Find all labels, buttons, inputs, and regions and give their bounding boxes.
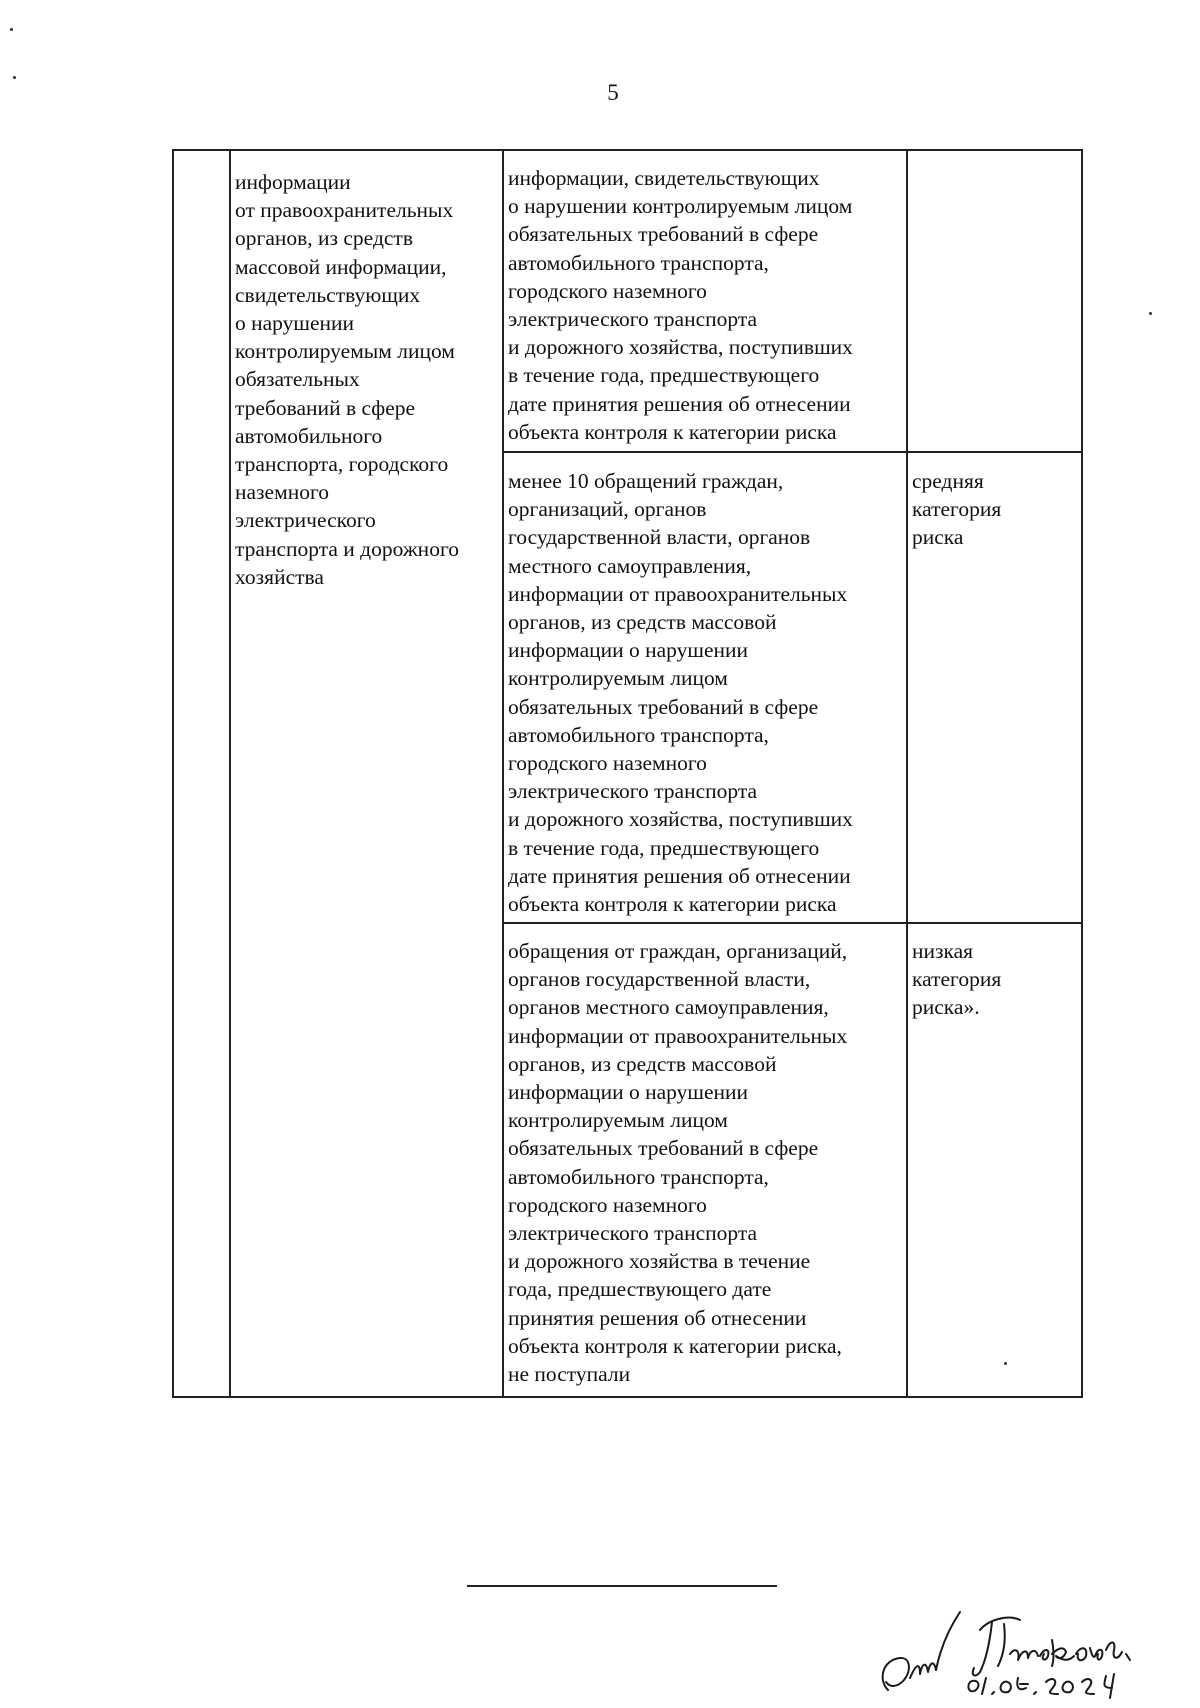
risk-criteria-table — [172, 149, 1083, 1398]
scan-speck-1 — [10, 28, 13, 31]
criterion-cell: информации от правоохранительных органов, из средств массовой информации, свидетельствующих о нарушении контролируемым лицом обязательных требований в сфере автомобильного транспорта, городского наземного электрического транспорта и дорожного хозяйства — [235, 170, 459, 589]
scan-speck-2 — [13, 76, 16, 79]
row-divider-1 — [504, 451, 1081, 453]
scan-speck-3 — [1149, 312, 1152, 315]
column-divider-3 — [906, 151, 908, 1396]
end-rule — [467, 1585, 777, 1587]
handwritten-signature — [870, 1590, 1200, 1703]
category-cell-3: низкая категория риска». — [912, 939, 1002, 1020]
row-divider-2 — [504, 922, 1081, 924]
column-divider-1 — [229, 151, 231, 1396]
category-cell-2: средняя категория риска — [912, 469, 1002, 550]
condition-cell-1: информации, свидетельствующих о нарушении контролируемым лицом обязательных требований в сфере автомобильного транспорта, городского наземного электрического транспорта и дорожного хозяйства, поступивших в течение года, предшествующего дате принятия решения об отнесении объекта контроля к категории риска — [508, 166, 853, 444]
scan-speck-4 — [1004, 1362, 1007, 1365]
column-divider-2 — [502, 151, 504, 1396]
condition-cell-2: менее 10 обращений граждан, организаций, органов государственной власти, органов местного самоуправления, информации от правоохранительных органов, из средств массовой информации о нарушении контролируемым лицом обязательных требований в сфере автомобильного транспорта, городского наземного электрического транспорта и дорожного хозяйства, поступивших в течение года, предшествующего дате принятия решения об отнесении объекта контроля к категории риска — [508, 469, 853, 917]
page-number: 5 — [607, 80, 619, 105]
condition-cell-3: обращения от граждан, организаций, органов государственной власти, органов местного самоуправления, информации от правоохранительных органов, из средств массовой информации о нарушении контролируемым лицом обязательных требований в сфере автомобильного транспорта, городского наземного электрического транспорта и дорожного хозяйства в течение года, предшествующего дате принятия решения об отнесении объекта контроля к категории риска, не поступали — [508, 939, 848, 1387]
signature-image — [870, 1590, 1200, 1703]
